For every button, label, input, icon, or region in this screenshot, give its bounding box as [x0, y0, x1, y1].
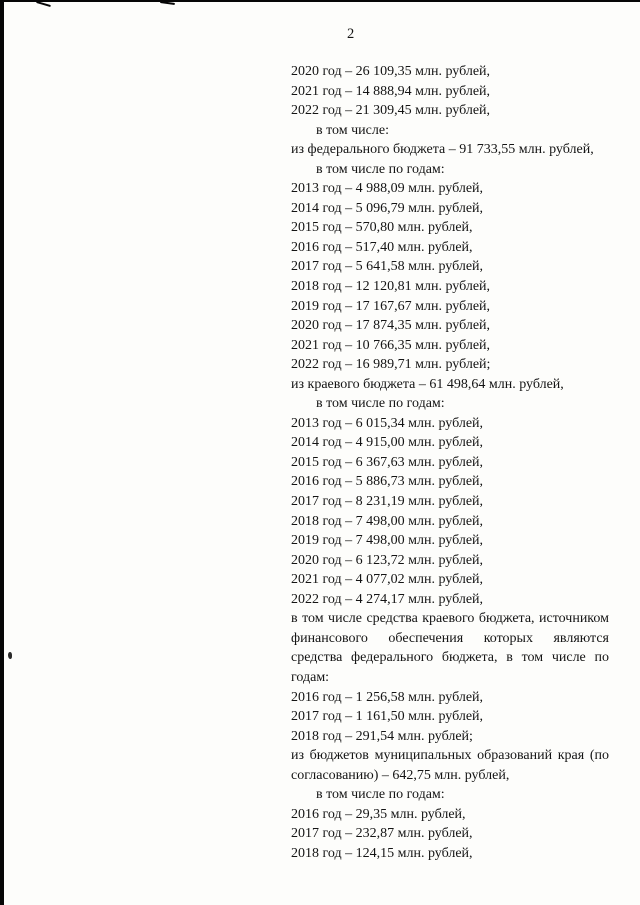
text-line: 2022 год – 16 989,71 млн. рублей; [291, 357, 491, 373]
text-line: 2021 год – 10 766,35 млн. рублей, [291, 337, 491, 353]
text-line: 2016 год – 5 886,73 млн. рублей, [291, 474, 484, 490]
text-line: 2017 год – 5 641,58 млн. рублей, [291, 259, 484, 275]
text-line: 2019 год – 7 498,00 млн. рублей, [291, 533, 484, 549]
text-line: в том числе по годам: [316, 787, 445, 803]
text-line: 2017 год – 1 161,50 млн. рублей, [291, 709, 484, 725]
text-line: из бюджетов муниципальных образований края (по согласованию) – 642,75 млн. рублей, [291, 748, 609, 783]
text-line: 2015 год – 570,80 млн. рублей, [291, 220, 473, 236]
text-line: 2021 год – 4 077,02 млн. рублей, [291, 572, 484, 588]
text-line: 2016 год – 29,35 млн. рублей, [291, 806, 466, 822]
text-line: в том числе: [316, 122, 389, 138]
text-line: 2013 год – 6 015,34 млн. рублей, [291, 415, 484, 431]
text-line: 2016 год – 517,40 млн. рублей, [291, 239, 473, 255]
text-line: 2022 год – 21 309,45 млн. рублей, [291, 103, 491, 119]
text-line: в том числе средства краевого бюджета, источником финансового обеспечения которых являются средства федерального бюджета, в том числе по годам: [291, 611, 609, 685]
text-line: из федерального бюджета – 91 733,55 млн. рублей, [291, 142, 594, 158]
text-line: 2017 год – 8 231,19 млн. рублей, [291, 494, 484, 510]
document-body [291, 62, 609, 863]
text-line: 2021 год – 14 888,94 млн. рублей, [291, 83, 491, 99]
text-line: 2013 год – 4 988,09 млн. рублей, [291, 181, 484, 197]
text-line: 2016 год – 1 256,58 млн. рублей, [291, 689, 484, 705]
text-line: 2014 год – 4 915,00 млн. рублей, [291, 435, 484, 451]
text-line: 2015 год – 6 367,63 млн. рублей, [291, 454, 484, 470]
scan-artifact-top-edge [0, 0, 640, 2]
text-line: 2018 год – 12 120,81 млн. рублей, [291, 279, 491, 295]
scan-artifact-speck [8, 652, 12, 659]
text-line: 2018 год – 291,54 млн. рублей; [291, 728, 473, 744]
text-line: 2018 год – 124,15 млн. рублей, [291, 845, 473, 861]
scan-artifact-left-edge [0, 0, 4, 905]
text-line: 2018 год – 7 498,00 млн. рублей, [291, 513, 484, 529]
text-line: 2020 год – 26 109,35 млн. рублей, [291, 64, 491, 79]
page-number: 2 [347, 26, 355, 42]
text-line: 2020 год – 17 874,35 млн. рублей, [291, 318, 491, 334]
text-line: 2014 год – 5 096,79 млн. рублей, [291, 200, 484, 216]
text-line: 2019 год – 17 167,67 млн. рублей, [291, 298, 491, 314]
text-line: 2017 год – 232,87 млн. рублей, [291, 826, 473, 842]
text-line: 2020 год – 6 123,72 млн. рублей, [291, 552, 484, 568]
text-line: из краевого бюджета – 61 498,64 млн. рублей, [291, 376, 564, 392]
text-line: в том числе по годам: [316, 396, 445, 412]
text-line: в том числе по годам: [316, 161, 445, 177]
text-line: 2022 год – 4 274,17 млн. рублей, [291, 591, 484, 607]
